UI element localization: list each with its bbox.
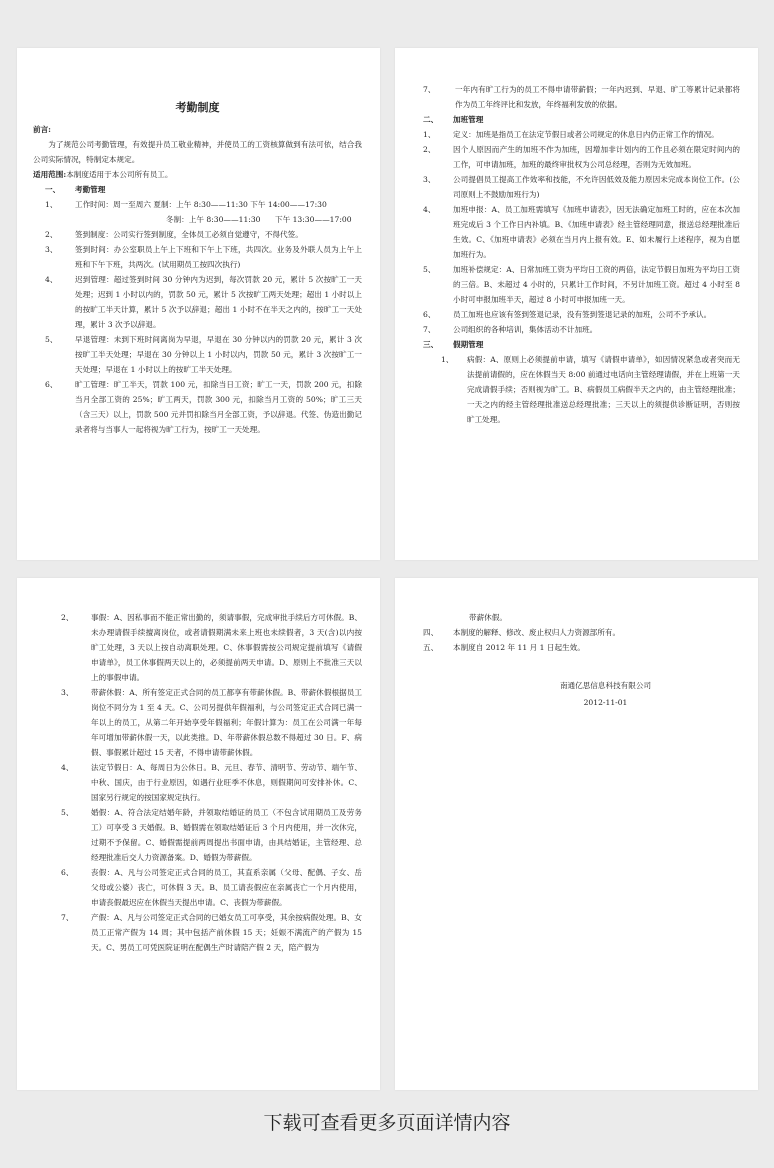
- item-text: 加班申报：A、员工加班需填写《加班申请表》，因无法确定加班工时的，应在本次加班完成后 3 个工作日内补填。B、《加班申请表》经主管经理同意，报送总经理批准后生效。C、《加班申请表》必须在当月内上报有效。E、如未履行上述程序，视为自愿加班行为。: [453, 205, 740, 259]
- item-text: 事假：A、因私事而不能正常出勤的，须请事假，完成审批手续后方可休假。B、未办理请假手续擅离岗位，或者请假期满未来上班也未续假者，3 天(含)以内按旷工处理，3 天以上按自动离职处理。C、休事假需按公司规定提前填写《请假申请单》，员工休事假两天以上的，必须提前两天申请。D、原则上不批准三天以上的事假申请。: [91, 613, 362, 682]
- document-page-3: [17, 578, 380, 1090]
- section-number: 二、: [423, 115, 439, 124]
- company-name: 南通亿思信息科技有限公司: [559, 681, 652, 690]
- continuation-text: 带薪休假。: [469, 613, 507, 622]
- item-number: 4、: [423, 205, 436, 214]
- list-item: [411, 625, 740, 640]
- list-item: [411, 307, 740, 322]
- section-2-heading: [411, 112, 740, 127]
- section-1-heading: [33, 182, 362, 197]
- item-number: 2、: [61, 613, 74, 622]
- item-text: 旷工管理：旷工半天，罚款 100 元，扣除当日工资；旷工一天，罚款 200 元，扣除当月全部工资的 25%；旷工两天，罚款 300 元，扣除当月工资的 50%；旷工三天（含三天）以上，罚款 500 元并罚扣除当月全部工资，予以辞退。代签、伪造出勤记录者将与当事人一起将视为旷工行为，按旷工一天处理。: [75, 380, 362, 434]
- preface-text: 为了规范公司考勤管理，有效提升员工敬业精神，并使员工的工资核算做到有法可依，结合我公司实际情况，特制定本规定。: [33, 140, 362, 164]
- list-item: [411, 82, 740, 112]
- list-item: [411, 172, 740, 202]
- item-number: 7、: [423, 325, 436, 334]
- document-page-1: [17, 48, 380, 560]
- list-item: [33, 865, 362, 910]
- list-item: [411, 640, 740, 655]
- scope-text: 本制度适用于本公司所有员工。: [66, 170, 173, 179]
- item-number: 四、: [423, 628, 439, 637]
- item-number: 3、: [61, 688, 74, 697]
- list-item: [33, 272, 362, 332]
- item-text: 病假：A、原则上必须提前申请，填写《请假申请单》，如因情况紧急或者突而无法提前请假的，应在休假当天 8:00 前通过电话向主管经理请假，并在上班第一天完成请假手续；否则视为旷工。B、病假员工病假半天之内的，由主管经理批准；一天之内的经主管经理批准送总经理批准；三天以上的须提供诊断证明，否则按旷工处理。: [467, 355, 740, 424]
- list-item: [33, 197, 362, 212]
- document-page-2: [395, 48, 758, 560]
- document-page-4: [395, 578, 758, 1090]
- item-number: 2、: [45, 230, 58, 239]
- list-item: [33, 685, 362, 760]
- item-number: 4、: [45, 275, 58, 284]
- download-more-prompt[interactable]: 下载可查看更多页面详情内容: [263, 1112, 511, 1134]
- list-item: [411, 202, 740, 262]
- item-number: 6、: [423, 310, 436, 319]
- item-text: 本制度的解释、修改、废止权归人力资源部所有。: [453, 628, 621, 637]
- item-text: 本制度自 2012 年 11 月 1 日起生效。: [453, 643, 585, 652]
- list-item: [33, 377, 362, 437]
- list-item: [33, 610, 362, 685]
- item-number: 3、: [423, 175, 436, 184]
- item-text: 迟到管理：超过签到时间 30 分钟内为迟到，每次罚款 20 元，累计 5 次按旷工一天处理；迟到 1 小时以内的，罚款 50 元，累计 5 次按旷工两天处理；超出 1 小时以上的按旷工半天计算，累计 5 次予以辞退；超出 1 小时不在半天之内的，按旷工一天处理，累计 3 次予以辞退。: [75, 275, 362, 329]
- item-text: 工作时间：周一至周六 夏制：上午 8:30——11:30 下午 14:00——17:30: [75, 200, 327, 209]
- list-item: [33, 760, 362, 805]
- item-text: 产假：A、凡与公司签定正式合同的已婚女员工可享受，其余按病假处理。B、女员工正常产假为 14 周；其中包括产前休假 15 天；妊娠不满流产的产假为 15 天。C、男员工可凭医院证明在配偶生产时请陪产假 2 天，陪产假为: [91, 913, 362, 952]
- section-number: 一、: [45, 185, 61, 194]
- item-text: 公司提倡员工提高工作效率和技能，不允许因低效及能力原因未完成本岗位工作。(公司原则上不鼓励加班行为): [453, 175, 740, 199]
- item-number: 6、: [61, 868, 74, 877]
- list-item: [33, 332, 362, 377]
- item-number: 7、: [423, 85, 436, 94]
- document-date: 2012-11-01: [583, 698, 628, 707]
- item-number: 5、: [423, 265, 436, 274]
- item-text: 定义：加班是指员工在法定节假日或者公司规定的休息日内仍正常工作的情况。: [453, 130, 719, 139]
- item-text: 带薪休假：A、所有签定正式合同的员工都享有带薪休假。B、带薪休假根据员工岗位不同分为 1 至 4 天。C、公司另提供年假福利，与公司签定正式合同已满一年以上的员工，从第二年开始享受年假福利；年假计算为：员工在公司满一年每年可增加带薪休假一天，以此类推。D、年带薪休假总数不得超过 30 日。F、病假、事假累计超过 15 天者，不得申请带薪休假。: [91, 688, 362, 757]
- item-text: 签到制度：公司实行签到制度，全体员工必须自觉遵守，不得代签。: [75, 230, 303, 239]
- list-item: [411, 352, 740, 427]
- preface-label: 前言:: [33, 125, 51, 134]
- list-item: [33, 910, 362, 955]
- list-item: [411, 127, 740, 142]
- item-text: 因个人原因而产生的加班不作为加班，因增加非计划内的工作且必须在限定时间内的工作，可申请加班，加班的最终审批权为公司总经理，否则为无效加班。: [453, 145, 740, 169]
- item-text: 丧假：A、凡与公司签定正式合同的员工，其直系亲属（父母、配偶、子女、岳父母或公婆）丧亡，可休假 3 天。B、员工请丧假应在亲属丧亡一个月内使用，申请丧假最迟应在休假当天提出申请。C、丧假为带薪假。: [91, 868, 362, 907]
- item-number: 5、: [45, 335, 58, 344]
- section-title: 考勤管理: [75, 185, 106, 194]
- item-number: 3、: [45, 245, 58, 254]
- item-number: 4、: [61, 763, 74, 772]
- item-text: 一年内有旷工行为的员工不得申请带薪假；一年内迟到、早退、旷工等累计记录都将作为员工年终评比和发放，年终福利发放的依据。: [455, 85, 740, 109]
- list-item: [411, 322, 740, 337]
- item-number: 5、: [61, 808, 74, 817]
- item-text: 加班补偿规定：A、日常加班工资为平均日工资的两倍，法定节假日加班为平均日工资的三倍。B、未超过 4 小时的，只累计工作时间，不另计加班工资。超过 4 小时至 8 小时可申报加班半天，超过 8 小时可申报加班一天。: [453, 265, 740, 304]
- item-number: 2、: [423, 145, 436, 154]
- list-item: [411, 142, 740, 172]
- worktime-winter: 冬制：上午 8:30——11:30 下午 13:30——17:00: [166, 215, 352, 224]
- list-item: [411, 262, 740, 307]
- item-text: 早退管理：未到下班时间离岗为早退，早退在 30 分钟以内的罚款 20 元，累计 3 次按旷工半天处理；早退在 30 分钟以上 1 小时以内，罚款 50 元，累计 3 次按旷工一天处理；早退在 1 小时以上的按旷工半天处理。: [75, 335, 362, 374]
- list-item: [33, 805, 362, 865]
- item-text: 签到时间：办公室职员上午上下班和下午上下班，共四次。业务及外联人员为上午上班和下午下班，共两次。(试用期员工按四次执行): [75, 245, 362, 269]
- section-title: 假期管理: [453, 340, 484, 349]
- item-text: 公司组织的各种培训，集体活动不计加班。: [453, 325, 598, 334]
- section-title: 加班管理: [453, 115, 484, 124]
- list-item: [33, 227, 362, 242]
- item-number: 1、: [45, 200, 58, 209]
- section-number: 三、: [423, 340, 439, 349]
- item-number: 1、: [423, 130, 436, 139]
- item-text: 法定节假日：A、每周日为公休日。B、元旦、春节、清明节、劳动节、端午节、中秋、国庆，由于行业原因，如遇行业旺季不休息，则假期间可安排补休。C、国家另行规定的按国家规定执行。: [91, 763, 362, 802]
- list-item: [33, 242, 362, 272]
- scope-label: 适用范围:: [33, 170, 67, 179]
- item-text: 婚假：A、符合法定结婚年龄，并领取结婚证的员工（不包含试用期员工及劳务工）可享受 3 天婚假。B、婚假需在领取结婚证后 3 个月内使用，并一次休完，过期不予保留。C、婚假需提前两周提出书面申请，由具结婚证，主管经理、总经理批准后交人力资源备案。D、婚假为带薪假。: [91, 808, 362, 862]
- item-number: 7、: [61, 913, 74, 922]
- item-number: 6、: [45, 380, 58, 389]
- document-title: 考勤制度: [175, 101, 220, 114]
- item-number: 1、: [441, 355, 454, 364]
- item-text: 员工加班也应该有签到签退记录，没有签到签退记录的加班，公司不予承认。: [453, 310, 712, 319]
- section-3-heading: [411, 337, 740, 352]
- item-number: 五、: [423, 643, 439, 652]
